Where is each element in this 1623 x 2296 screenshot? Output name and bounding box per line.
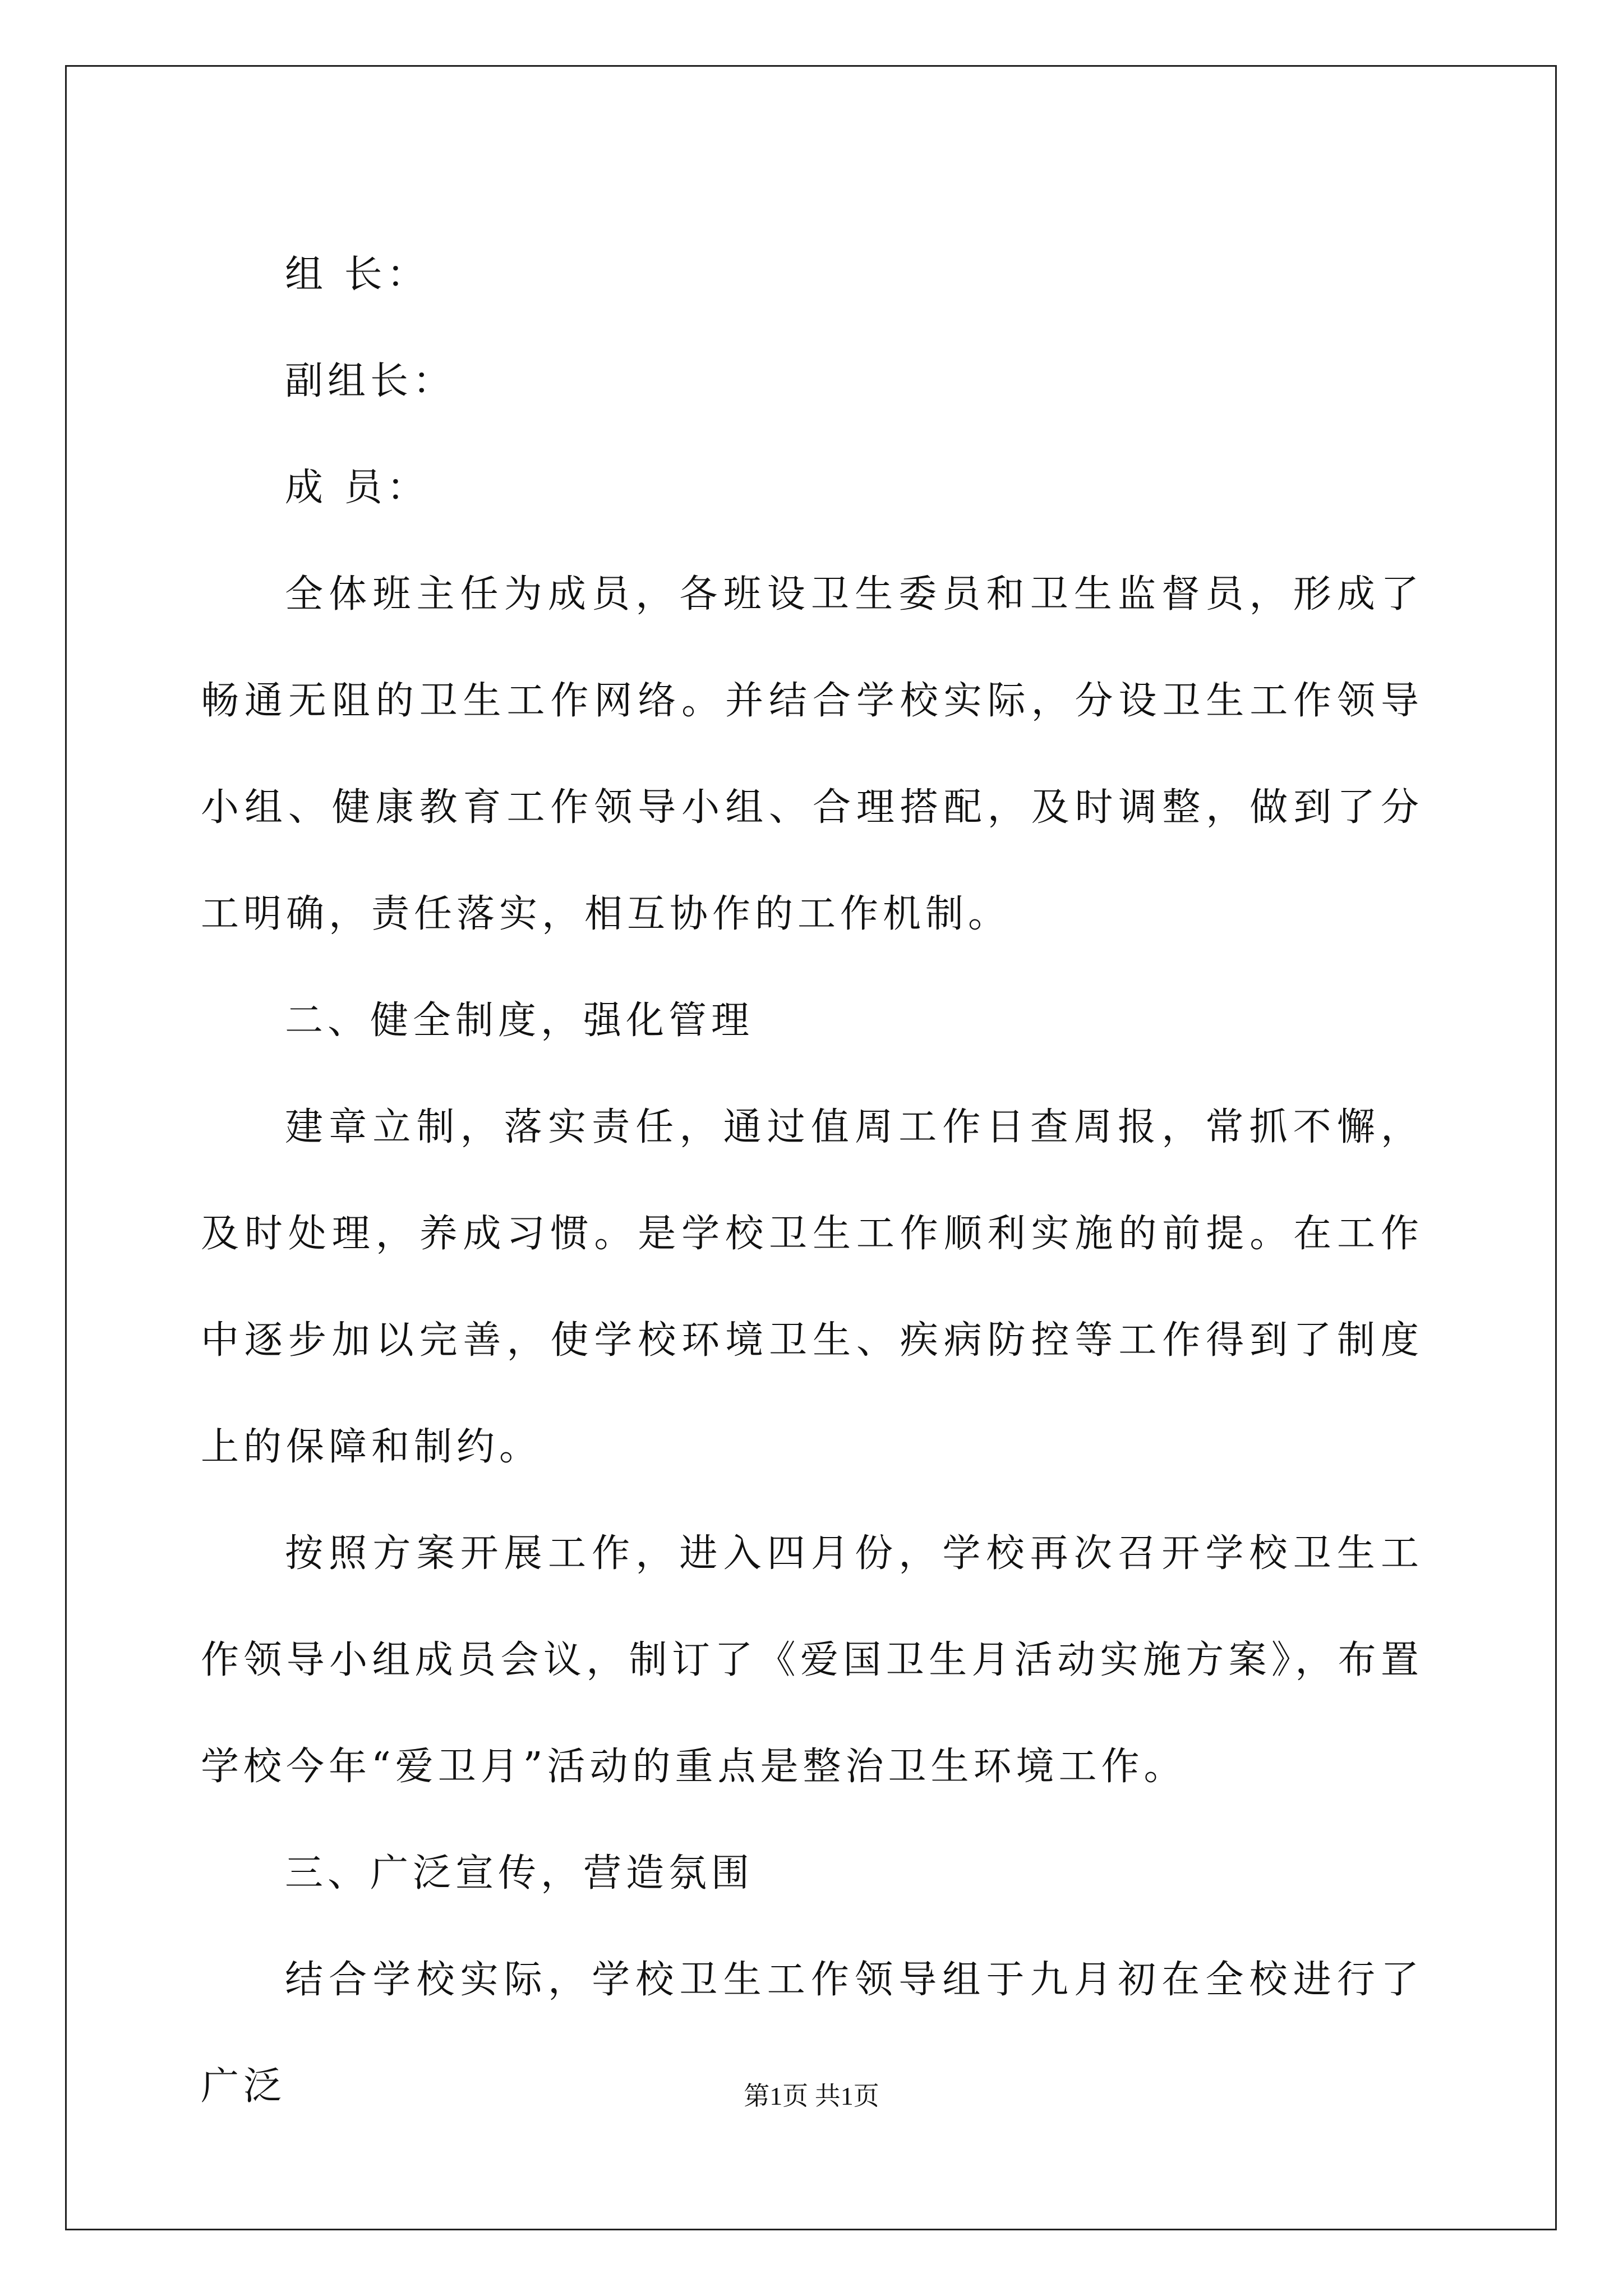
section-heading-3: 三、广泛宣传，营造氛围	[285, 1851, 754, 1895]
page-footer: 第1页 共1页	[744, 2082, 879, 2110]
deputy-leader-line: 副组长：	[285, 359, 456, 403]
paragraph-network: 全体班主任为成员，各班设卫生委员和卫生监督员，形成了畅通无阻的卫生工作网络。并结合学校实际，分设卫生工作领导小组、健康教育工作领导小组、合理搭配，及时调整，做到了分工明确，责任落实，相互协作的工作机制。	[201, 572, 1423, 936]
paragraph-plan: 按照方案开展工作，进入四月份，学校再次召开学校卫生工作领导小组成员会议，制订了《爱国卫生月活动实施方案》，布置学校今年“爱卫月”活动的重点是整治卫生环境工作。	[201, 1531, 1423, 1789]
paragraph-rules: 建章立制，落实责任，通过值周工作日查周报，常抓不懈，及时处理，养成习惯。是学校卫生工作顺利实施的前提。在工作中逐步加以完善，使学校环境卫生、疾病防控等工作得到了制度上的保障和制约。	[201, 1105, 1423, 1469]
paragraph-publicity: 结合学校实际，学校卫生工作领导组于九月初在全校进行了广泛	[201, 1958, 1423, 2109]
section-heading-2: 二、健全制度，强化管理	[285, 999, 754, 1043]
members-line: 成 员：	[285, 466, 430, 510]
leader-line: 组 长：	[285, 252, 430, 297]
document-body	[201, 222, 1423, 2140]
